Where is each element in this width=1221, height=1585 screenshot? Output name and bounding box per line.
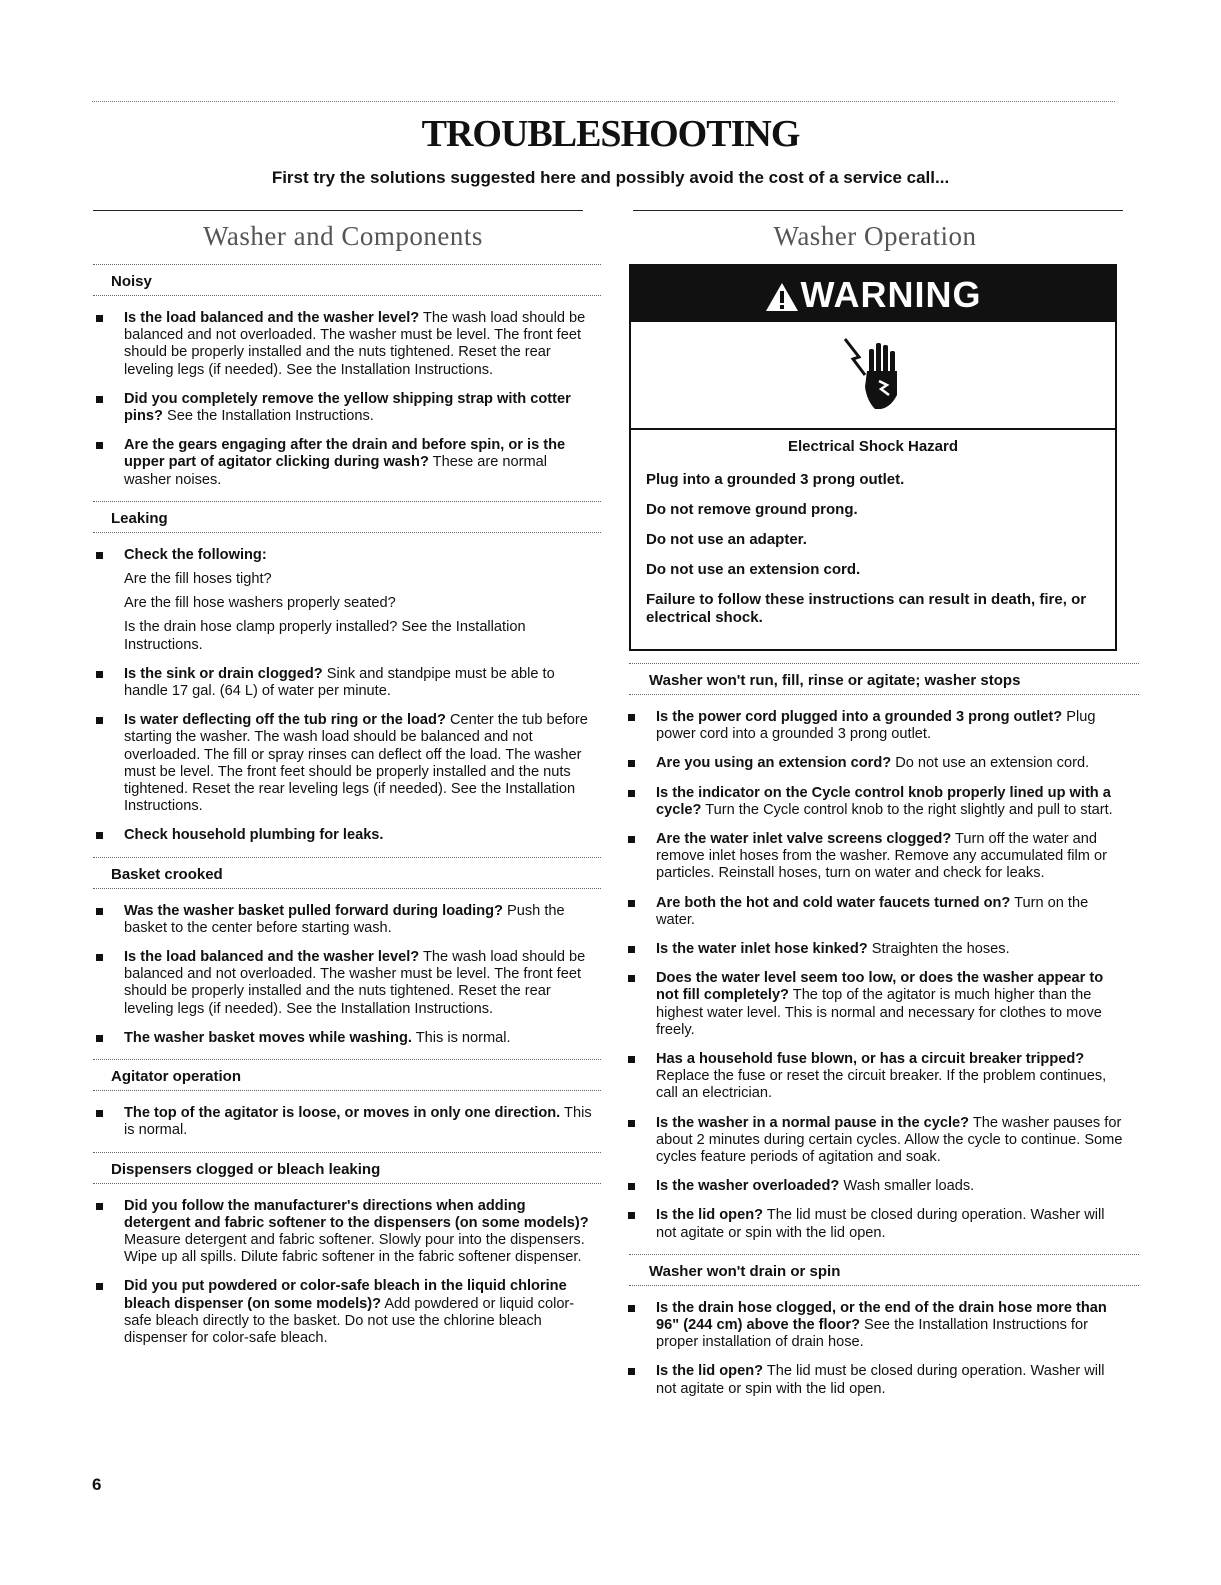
question-text: Was the washer basket pulled forward during loading? — [124, 902, 503, 919]
top-rule — [92, 101, 1115, 102]
question-text: Is the washer in a normal pause in the cycle? — [656, 1114, 970, 1131]
list-item — [93, 437, 593, 489]
list-item — [93, 1030, 593, 1047]
list-item — [625, 785, 1125, 819]
list-item — [625, 1207, 1125, 1241]
section-heading: Leaking — [93, 501, 601, 533]
answer-text: Turn off the water and remove inlet hoses from the washer. Remove any accumulated film or particles. Reinstall hoses, turn on water and check for leaks. — [656, 831, 1107, 882]
warning-line: Do not remove ground prong. — [646, 501, 858, 518]
warning-line: Failure to follow these instructions can result in death, fire, or electrical shock. — [646, 591, 1087, 626]
list-item — [93, 903, 593, 937]
answer-text: The wash load should be balanced and not overloaded. The washer must be level. The front feet should be properly installed and the nuts tightened. Reset the rear leveling legs (if needed). See the Installation Instructions. — [124, 310, 586, 378]
answer-text: The lid must be closed during operation. Washer will not agitate or spin with the lid open. — [656, 1207, 1105, 1241]
answer-text: The lid must be closed during operation. Washer will not agitate or spin with the lid open. — [656, 1363, 1105, 1397]
answer-text: See the Installation Instructions. — [162, 408, 374, 425]
section-heading: Basket crooked — [93, 857, 601, 889]
list-item — [93, 949, 593, 1018]
list-item — [625, 831, 1125, 883]
section-heading: Agitator operation — [93, 1059, 601, 1091]
check-line: Are the fill hoses tight? — [124, 571, 272, 588]
answer-text: Sink and standpipe must be able to handle 17 gal. (64 L) of water per minute. — [124, 665, 555, 700]
question-text: Is the drain hose clogged, or the end of the drain hose more than 96" (244 cm) above the floor? — [656, 1299, 1107, 1334]
question-text: Is the sink or drain clogged? — [124, 665, 323, 682]
list-item — [625, 709, 1125, 743]
answer-text: Measure detergent and fabric softener. Slowly pour into the dispensers. Wipe up all spills. Dilute fabric softener in the fabric softener dispenser. — [124, 1231, 585, 1266]
warning-line: Plug into a grounded 3 prong outlet. — [646, 471, 905, 488]
troubleshooting-list — [93, 1198, 593, 1348]
right-column-heading: Washer Operation — [773, 221, 977, 251]
hazard-title: Electrical Shock Hazard — [787, 438, 959, 455]
question-text: Are you using an extension cord? — [656, 755, 892, 772]
answer-text: Add powdered or liquid color-safe bleach directly to the basket. Do not use the chlorine bleach dispenser for color-safe bleach. — [124, 1295, 575, 1346]
answer-text: Push the basket to the center before starting wash. — [124, 902, 565, 936]
troubleshooting-list — [93, 903, 593, 1047]
warning-triangle-icon — [765, 282, 799, 312]
list-item — [93, 310, 593, 379]
question-text: Is the washer overloaded? — [656, 1178, 840, 1195]
answer-text: These are normal washer noises. — [124, 454, 548, 488]
answer-text: See the Installation Instructions for proper installation of drain hose. — [656, 1317, 1088, 1351]
answer-text: Straighten the hoses. — [867, 941, 1010, 958]
answer-text: The top of the agitator is much higher than the highest water level. This is normal and necessary for clothes to move freely. — [656, 987, 1102, 1038]
warning-banner — [631, 266, 1115, 322]
question-text: Does the water level seem too low, or does the washer appear to not fill completely? — [656, 970, 1104, 1004]
question-text: Are both the hot and cold water faucets turned on? — [656, 894, 1011, 911]
answer-text: Center the tub before starting the washer. The wash load should be balanced and not overloaded. The fill or spray rinses can deflect off the load. The washer must be level. The front feet should be properly installed and the nuts tightened. Reset the rear leveling legs (if needed). See the Installation Instructions. — [124, 712, 588, 815]
question-text: Did you put powdered or color-safe bleach in the liquid chlorine bleach dispenser (on some models)? — [124, 1278, 567, 1312]
list-item — [625, 1300, 1125, 1352]
list-item — [93, 1105, 593, 1139]
column-rule — [633, 210, 1123, 211]
list-item — [625, 755, 1125, 772]
left-sections — [93, 264, 593, 1347]
question-text: Did you completely remove the yellow shipping strap with cotter pins? — [124, 390, 571, 425]
warning-banner-text: WARNING — [800, 274, 982, 315]
list-item — [625, 1363, 1125, 1397]
list-item — [93, 391, 593, 425]
right-column — [625, 210, 1125, 1410]
answer-text: Replace the fuse or reset the circuit breaker. If the problem continues, call an electrician. — [656, 1068, 1107, 1102]
troubleshooting-list — [625, 1300, 1125, 1398]
answer-text: This is normal. — [124, 1105, 592, 1139]
question-text: Is the load balanced and the washer level? — [124, 310, 420, 326]
answer-text: Turn on the water. — [656, 894, 1089, 928]
answer-text: The wash load should be balanced and not overloaded. The washer must be level. The front feet should be properly installed and the nuts tightened. Reset the rear leveling legs (if needed). See the Installation Instructions. — [124, 949, 586, 1017]
warning-line: Do not use an adapter. — [646, 531, 807, 548]
page-subtitle: First try the solutions suggested here and possibly avoid the cost of a service call... — [271, 168, 950, 187]
question-text: Check the following: — [124, 546, 267, 563]
troubleshooting-list — [93, 1105, 593, 1139]
question-text: Is water deflecting off the tub ring or the load? — [124, 712, 446, 729]
warning-line: Do not use an extension cord. — [646, 561, 861, 578]
question-text: Are the water inlet valve screens clogged? — [656, 831, 952, 848]
troubleshooting-list — [93, 547, 593, 845]
list-item — [93, 547, 593, 654]
list-item — [625, 895, 1125, 929]
question-text: Is the load balanced and the washer level? — [124, 949, 420, 966]
question-text: Check household plumbing for leaks. — [124, 827, 384, 844]
question-text: Is the lid open? — [656, 1363, 764, 1380]
question-text: Is the water inlet hose kinked? — [656, 941, 868, 958]
question-text: The top of the agitator is loose, or moves in only one direction. — [124, 1105, 561, 1122]
list-item — [625, 941, 1125, 958]
list-item — [625, 1115, 1125, 1167]
check-line: Are the fill hose washers properly seated? — [124, 595, 396, 612]
page-title: TROUBLESHOOTING — [421, 113, 800, 155]
question-text: Did you follow the manufacturer's directions when adding detergent and fabric softener to the dispensers (on some models)? — [124, 1197, 589, 1231]
list-item — [93, 1198, 593, 1267]
list-item — [93, 827, 593, 844]
answer-text: Wash smaller loads. — [839, 1178, 975, 1195]
list-item — [93, 1278, 593, 1347]
list-item — [625, 1178, 1125, 1195]
question-text: Is the lid open? — [656, 1207, 764, 1224]
section-heading: Washer won't drain or spin — [629, 1254, 1139, 1286]
question-text: Has a household fuse blown, or has a circuit breaker tripped? — [656, 1051, 1085, 1068]
answer-text: Plug power cord into a grounded 3 prong outlet. — [656, 709, 1096, 743]
section-heading: Washer won't run, fill, rinse or agitate; washer stops — [629, 663, 1139, 695]
left-column-heading: Washer and Components — [203, 221, 483, 251]
warning-lines — [631, 471, 1115, 627]
answer-text: Turn the Cycle control knob to the right slightly and pull to start. — [701, 801, 1113, 818]
question-text: Is the power cord plugged into a grounded 3 prong outlet? — [656, 709, 1063, 725]
answer-text: This is normal. — [411, 1029, 511, 1046]
right-sections — [625, 663, 1125, 1398]
page-number: 6 — [92, 1475, 102, 1494]
column-rule — [93, 210, 583, 211]
list-item — [625, 970, 1125, 1039]
list-item — [625, 1051, 1125, 1103]
question-text: The washer basket moves while washing. — [124, 1029, 412, 1046]
warning-box — [629, 264, 1117, 651]
list-item — [93, 712, 593, 815]
troubleshooting-list — [93, 310, 593, 489]
electrical-shock-hand-icon — [841, 335, 905, 415]
shock-icon-area — [631, 322, 1115, 430]
left-column — [93, 210, 593, 1359]
section-heading: Noisy — [93, 264, 601, 296]
question-text: Are the gears engaging after the drain and before spin, or is the upper part of agitator clicking during wash? — [124, 437, 566, 471]
answer-text: Do not use an extension cord. — [891, 755, 1090, 772]
list-item — [93, 666, 593, 700]
check-line: Is the drain hose clamp properly installed? See the Installation Instructions. — [124, 619, 526, 653]
question-text: Is the indicator on the Cycle control knob properly lined up with a cycle? — [656, 784, 1111, 818]
section-heading: Dispensers clogged or bleach leaking — [93, 1152, 601, 1184]
troubleshooting-list — [625, 709, 1125, 1242]
answer-text: The washer pauses for about 2 minutes during certain cycles. Allow the cycle to continue. Some cycles feature periods of agitation and soak. — [656, 1114, 1123, 1166]
